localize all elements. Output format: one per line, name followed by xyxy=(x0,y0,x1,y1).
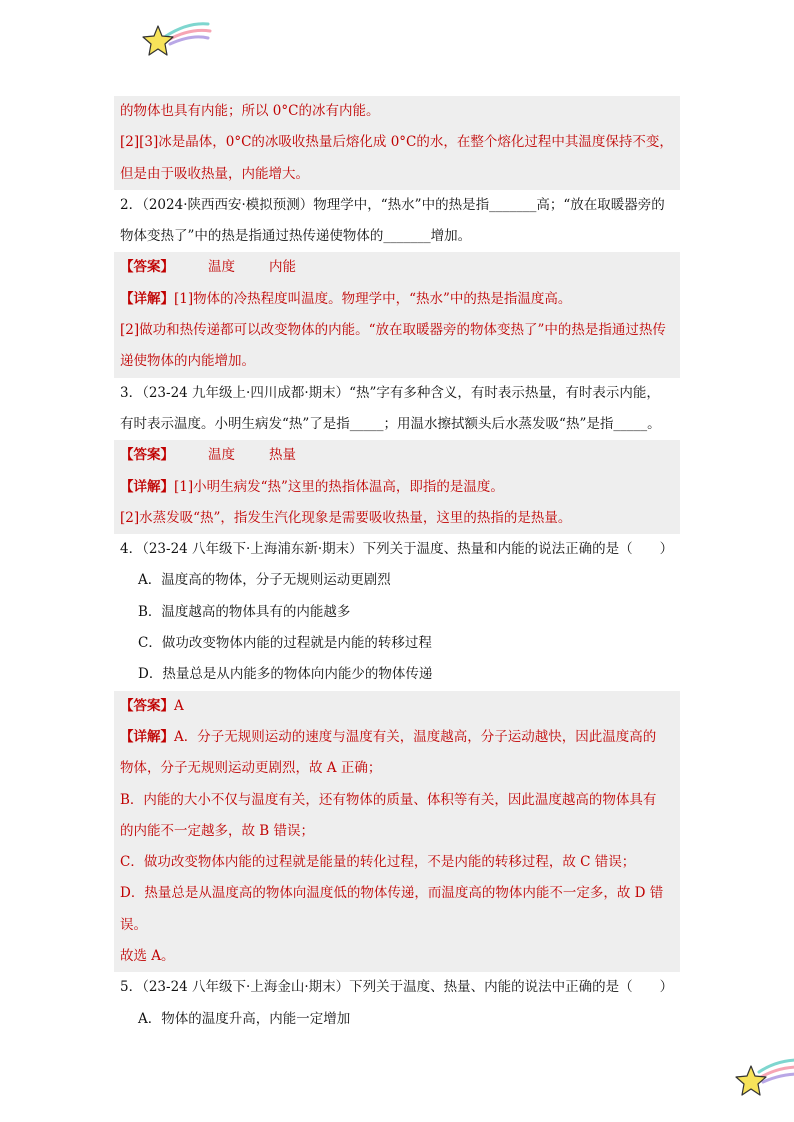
detail-line xyxy=(114,722,680,753)
document-body xyxy=(114,96,680,1035)
detail-label: 【详解】 xyxy=(120,478,174,495)
question-line: 5．（23-24 八年级下·上海金山·期末）下列关于温度、热量、内能的说法中正确的是（ ） xyxy=(120,979,674,996)
answer-line: B．内能的大小不仅与温度有关，还有物体的质量、体积等有关，因此温度越高的物体具有 xyxy=(114,785,680,816)
question-line: 物体变热了”中的热是指通过热传递使物体的_______增加。 xyxy=(120,228,472,245)
answer-label: 【答案】 xyxy=(120,447,174,464)
option-line: D．热量总是从内能多的物体向内能少的物体传递 xyxy=(138,666,433,683)
answer-line: [2]水蒸发吸“热”，指发生汽化现象是需要吸收热量，这里的热指的是热量。 xyxy=(114,503,680,534)
option-line: C．做功改变物体内能的过程就是内能的转移过程 xyxy=(138,635,432,652)
answer-label: 【答案】 xyxy=(120,697,174,714)
answer-line: 递使物体的内能增加。 xyxy=(114,346,680,377)
answer-line: 的物体也具有内能；所以 0°C的冰有内能。 xyxy=(114,96,680,127)
answer-value: 热量 xyxy=(269,447,296,464)
detail-text: [1]物体的冷热程度叫温度。物理学中，“热水”中的热是指温度高。 xyxy=(174,290,572,307)
answer-line: 但是由于吸收热量，内能增大。 xyxy=(114,159,680,190)
detail-line xyxy=(114,284,680,315)
shooting-star-icon xyxy=(138,14,218,62)
detail-label: 【详解】 xyxy=(120,290,174,307)
question-line: 有时表示温度。小明生病发“热”了是指_____；用温水擦拭额头后水蒸发吸“热”是指_____。 xyxy=(120,415,661,432)
detail-text: A．分子无规则运动的速度与温度有关，温度越高，分子运动越快，因此温度高的 xyxy=(174,728,657,745)
question-line: 3．（23-24 九年级上·四川成都·期末）“热”字有多种含义，有时表示热量，有时表示内能， xyxy=(120,384,660,401)
answer-line: C．做功改变物体内能的过程就是能量的转化过程，不是内能的转移过程，故 C 错误； xyxy=(114,847,680,878)
detail-label: 【详解】 xyxy=(120,728,174,745)
answer-value: A xyxy=(174,697,184,714)
detail-text: [1]小明生病发“热”这里的热指体温高，即指的是温度。 xyxy=(174,478,504,495)
answer-line: [2][3]冰是晶体，0°C的冰吸收热量后熔化成 0°C的水，在整个熔化过程中其温度保持不变， xyxy=(114,127,680,158)
detail-line xyxy=(114,472,680,503)
option-line: A．物体的温度升高，内能一定增加 xyxy=(138,1010,351,1027)
question-line: 2．（2024·陕西西安·模拟预测）物理学中，“热水”中的热是指_______高；“放在取暖器旁的 xyxy=(120,196,665,213)
answer-line: 误。 xyxy=(114,910,680,941)
option-line: B．温度越高的物体具有的内能越多 xyxy=(138,603,351,620)
answer-line: D．热量总是从温度高的物体向温度低的物体传递，而温度高的物体内能不一定多，故 D 错 xyxy=(114,878,680,909)
answer-label: 【答案】 xyxy=(120,259,174,276)
answer-line: [2]做功和热传递都可以改变物体的内能。“放在取暖器旁的物体变热了”中的热是指通过热传 xyxy=(114,315,680,346)
option-line: A．温度高的物体，分子无规则运动更剧烈 xyxy=(138,572,391,589)
answer-line: 物体，分子无规则运动更剧烈，故 A 正确； xyxy=(114,753,680,784)
answer-value: 温度 xyxy=(208,259,235,276)
answer-key-line xyxy=(114,440,680,471)
answer-key-line xyxy=(114,691,680,722)
answer-value: 温度 xyxy=(208,447,235,464)
shooting-star-icon xyxy=(731,1052,794,1102)
answer-value: 内能 xyxy=(269,259,296,276)
question-line: 4．（23-24 八年级下·上海浦东新·期末）下列关于温度、热量和内能的说法正确的是（ ） xyxy=(120,541,674,558)
answer-line: 故选 A。 xyxy=(114,941,680,972)
answer-line: 的内能不一定越多，故 B 错误； xyxy=(114,816,680,847)
answer-key-line xyxy=(114,252,680,283)
